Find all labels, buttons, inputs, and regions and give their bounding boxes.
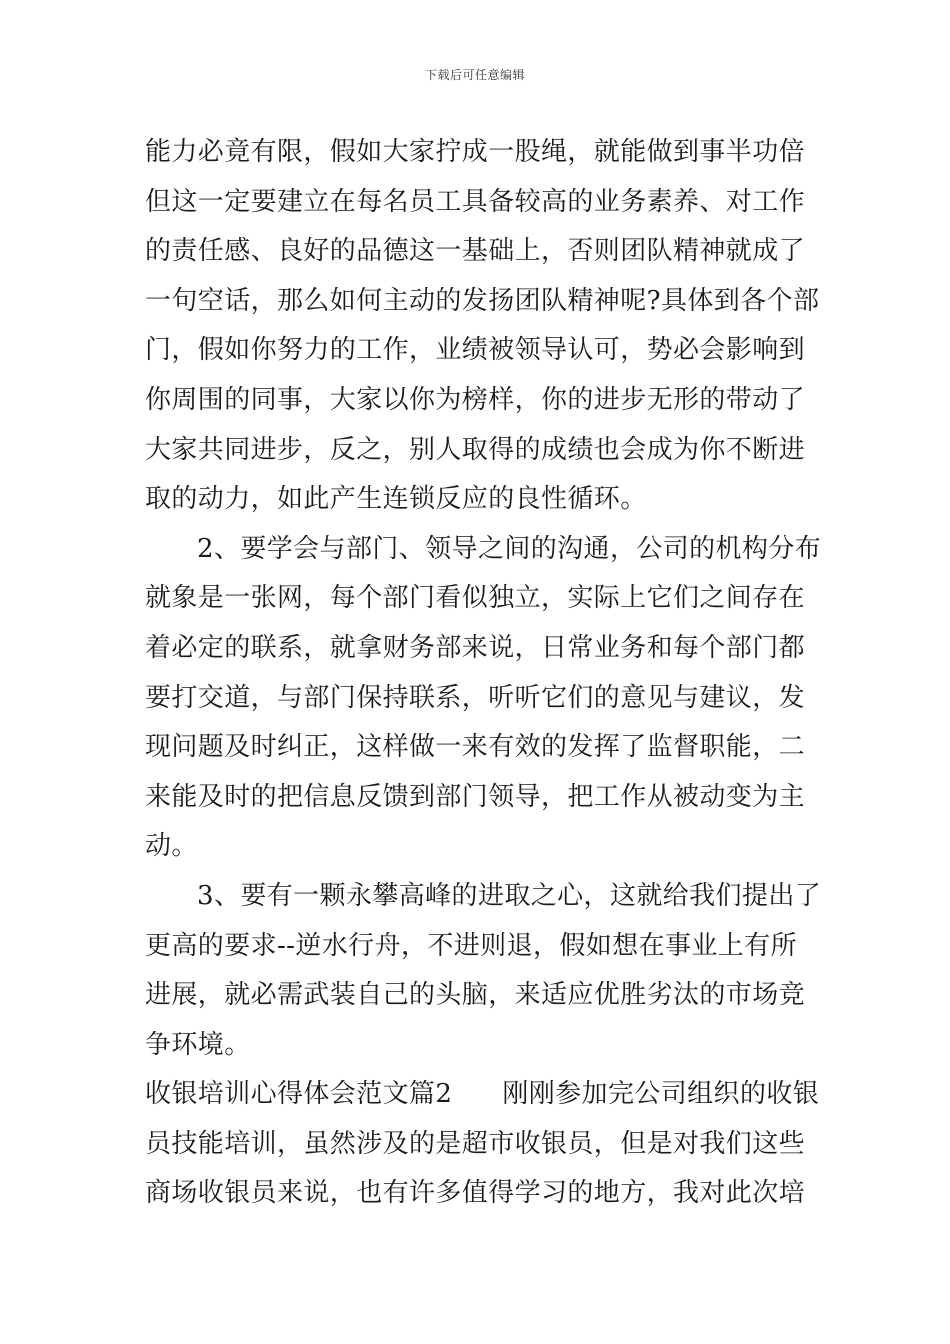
text-line: 员技能培训，虽然涉及的是超市收银员，但是对我们这些 <box>145 1128 806 1159</box>
text-line: 现问题及时纠正，这样做一来有效的发挥了监督职能，二 <box>145 732 806 763</box>
text-line: 更高的要求--逆水行舟，不进则退，假如想在事业上有所 <box>145 930 797 961</box>
text-line: 的责任感、良好的品德这一基础上，否则团队精神就成了 <box>145 236 806 267</box>
header-note: 下载后可任意编辑 <box>424 68 525 82</box>
text-line: 要打交道，与部门保持联系，听听它们的意见与建议，发 <box>145 682 806 713</box>
text-line: 大家共同进步，反之，别人取得的成绩也会成为你不断进 <box>145 434 806 465</box>
text-line: 着必定的联系，就拿财务部来说，日常业务和每个部门都 <box>145 632 806 663</box>
section-title: 收银培训心得体会范文篇2 <box>145 1079 453 1110</box>
text-line: 进展，就必需武装自己的头脑，来适应优胜劣汰的市场竞 <box>145 980 806 1011</box>
text-line: 争环境。 <box>145 1029 251 1060</box>
paragraph-2-start: 2、要学会与部门、领导之间的沟通，公司的机构分布 <box>197 533 822 564</box>
text-line: 但这一定要建立在每名员工具备较高的业务素养、对工作 <box>145 186 806 217</box>
text-line: 一句空话，那么如何主动的发扬团队精神呢?具体到各个部 <box>145 285 820 316</box>
text-line: 商场收银员来说，也有许多值得学习的地方，我对此次培 <box>145 1178 806 1209</box>
section-title-line <box>145 1070 820 1120</box>
paragraph-3-start: 3、要有一颗永攀高峰的进取之心，这就给我们提出了 <box>197 880 822 911</box>
text-line: 取的动力，如此产生连锁反应的良性循环。 <box>145 484 647 515</box>
text-line: 动。 <box>145 831 198 862</box>
text-line: 来能及时的把信息反馈到部门领导，把工作从被动变为主 <box>145 781 806 812</box>
text-line: 门，假如你努力的工作，业绩被领导认可，势必会影响到 <box>145 335 806 366</box>
document-body <box>145 128 822 1219</box>
section-intro: 刚刚参加完公司组织的收银 <box>502 1079 820 1110</box>
text-line: 就象是一张网，每个部门看似独立，实际上它们之间存在 <box>145 583 806 614</box>
text-line: 你周围的同事，大家以你为榜样，你的进步无形的带动了 <box>145 384 806 415</box>
text-line: 能力必竟有限，假如大家拧成一股绳，就能做到事半功倍 <box>145 137 806 167</box>
